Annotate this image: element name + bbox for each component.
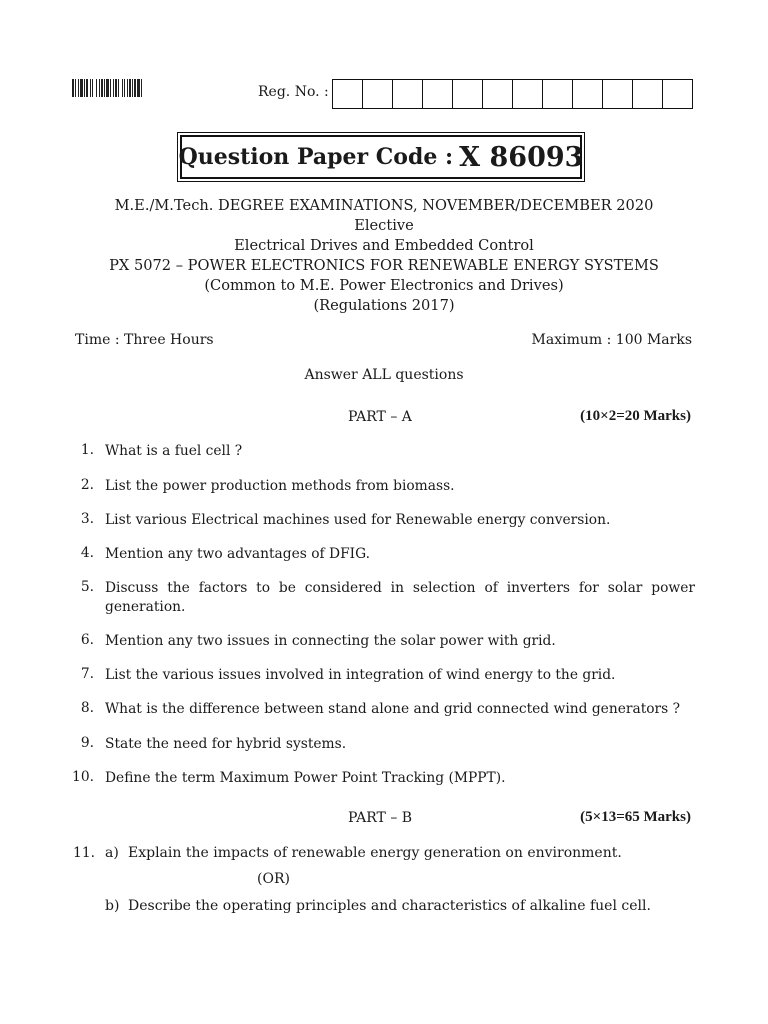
reg-no-digit-box[interactable] xyxy=(362,79,393,109)
course-title: PX 5072 – POWER ELECTRONICS FOR RENEWABLE ENERGY SYSTEMS xyxy=(109,257,659,274)
question-text: List the power production methods from biomass. xyxy=(105,478,455,494)
question-text: Mention any two issues in connecting the solar power with grid. xyxy=(105,633,556,649)
question-number: 4. xyxy=(80,545,94,561)
common-to-note: (Common to M.E. Power Electronics and Drives) xyxy=(204,277,564,294)
reg-no-boxes[interactable] xyxy=(333,79,693,109)
reg-no-digit-box[interactable] xyxy=(392,79,423,109)
question-number: 2. xyxy=(80,477,94,493)
question-text: Define the term Maximum Power Point Tracking (MPPT). xyxy=(105,770,506,786)
question-11b-text: Describe the operating principles and characteristics of alkaline fuel cell. xyxy=(128,898,651,914)
question-paper-code-box xyxy=(180,135,582,179)
question-number: 10. xyxy=(72,769,94,785)
instruction: Answer ALL questions xyxy=(304,367,464,383)
question-text: List the various issues involved in integration of wind energy to the grid. xyxy=(105,667,616,683)
reg-no-digit-box[interactable] xyxy=(632,79,663,109)
reg-no-digit-box[interactable] xyxy=(332,79,363,109)
part-a-marks: (10×2=20 Marks) xyxy=(580,408,691,424)
exam-title: M.E./M.Tech. DEGREE EXAMINATIONS, NOVEMBER/DECEMBER 2020 xyxy=(114,197,654,214)
question-11-number: 11. xyxy=(73,845,95,861)
max-marks-label: Maximum : 100 Marks xyxy=(531,332,692,348)
question-text: What is a fuel cell ? xyxy=(105,443,243,459)
question-paper-code-label: Question Paper Code : xyxy=(178,144,454,170)
question-11b-label: b) xyxy=(105,898,120,914)
reg-no-digit-box[interactable] xyxy=(542,79,573,109)
part-a-heading: PART – A xyxy=(348,409,412,425)
reg-no-digit-box[interactable] xyxy=(662,79,693,109)
question-number: 1. xyxy=(80,442,94,458)
question-number: 7. xyxy=(80,666,94,682)
time-label: Time : Three Hours xyxy=(75,332,214,348)
question-text: Discuss the factors to be considered in selection of inverters for solar power generation. xyxy=(105,580,695,615)
question-number: 8. xyxy=(80,700,94,716)
reg-no-digit-box[interactable] xyxy=(452,79,483,109)
question-number: 6. xyxy=(80,632,94,648)
part-b-marks: (5×13=65 Marks) xyxy=(580,809,691,825)
reg-no-digit-box[interactable] xyxy=(602,79,633,109)
reg-no-digit-box[interactable] xyxy=(482,79,513,109)
or-separator: (OR) xyxy=(257,871,290,887)
question-text: State the need for hybrid systems. xyxy=(105,736,347,752)
question-number: 9. xyxy=(80,735,94,751)
question-11a-text: Explain the impacts of renewable energy generation on environment. xyxy=(128,845,622,861)
question-number: 3. xyxy=(80,511,94,527)
reg-no-digit-box[interactable] xyxy=(422,79,453,109)
reg-no-digit-box[interactable] xyxy=(512,79,543,109)
question-11a-label: a) xyxy=(105,845,119,861)
question-text: List various Electrical machines used for Renewable energy conversion. xyxy=(105,512,611,528)
question-paper-code-value: X 86093 xyxy=(459,141,584,173)
regulations-note: (Regulations 2017) xyxy=(313,297,455,314)
reg-no-digit-box[interactable] xyxy=(572,79,603,109)
barcode-image xyxy=(72,79,189,97)
question-number: 5. xyxy=(80,579,94,595)
subject-group: Electrical Drives and Embedded Control xyxy=(234,237,534,254)
part-b-heading: PART – B xyxy=(348,810,413,826)
question-text: What is the difference between stand alone and grid connected wind generators ? xyxy=(105,701,681,717)
reg-no-label: Reg. No. : xyxy=(258,84,329,100)
question-text: Mention any two advantages of DFIG. xyxy=(105,546,371,562)
elective-label: Elective xyxy=(354,217,414,234)
